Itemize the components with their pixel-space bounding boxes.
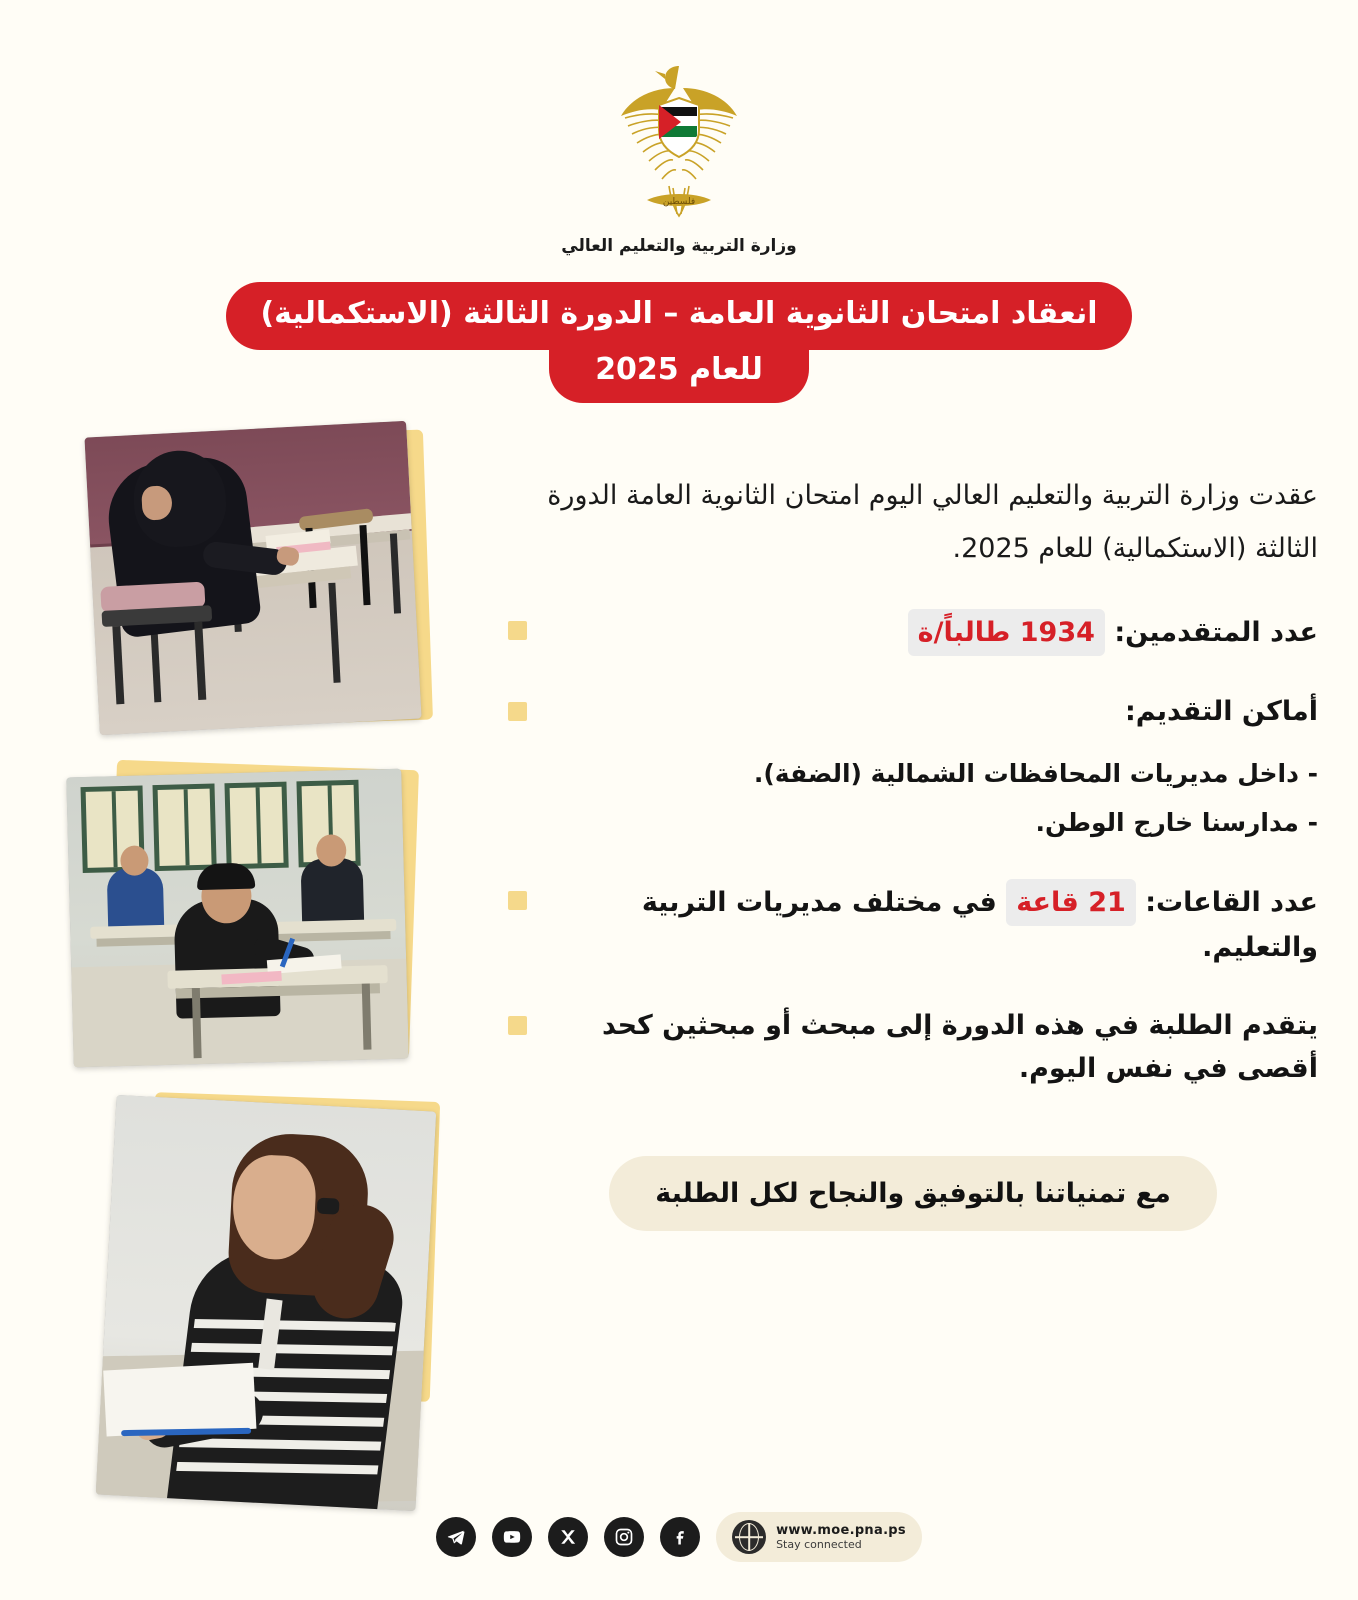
x-twitter-icon[interactable] (548, 1517, 588, 1557)
halls-count-highlight: 21 قاعة (1006, 879, 1136, 926)
wish-message: مع تمنياتنا بالتوفيق والنجاح لكل الطلبة (609, 1156, 1217, 1231)
bullet-locations (508, 690, 1318, 733)
title-line-2: للعام 2025 (549, 342, 809, 404)
halls-label: عدد القاعات: (1145, 887, 1318, 919)
bullet-square-icon (508, 621, 527, 640)
bullet-applicants-label: عدد المتقدمين: (1114, 617, 1318, 649)
instagram-icon[interactable] (604, 1517, 644, 1557)
location-line-1: - داخل مديريات المحافظات الشمالية (الضفة). (753, 758, 1318, 788)
bullet-applicants-text (541, 609, 1318, 656)
bullet-subjects-text: يتقدم الطلبة في هذه الدورة إلى مبحث أو مبحثين كحد أقصى في نفس اليوم. (601, 1009, 1318, 1084)
header (0, 58, 1358, 256)
telegram-icon[interactable] (436, 1517, 476, 1557)
photo-student-girl-writing (96, 1095, 436, 1511)
photo-classroom-students-exam (66, 769, 408, 1068)
youtube-icon[interactable] (492, 1517, 532, 1557)
wish-container (508, 1156, 1318, 1231)
intro-paragraph: عقدت وزارة التربية والتعليم العالي اليوم امتحان الثانوية العامة الدورة الثالثة (الاستكمالية) للعام 2025. (547, 480, 1318, 564)
bullet-square-icon (508, 1016, 527, 1035)
location-line-2: - مدارسنا خارج الوطن. (1035, 808, 1318, 838)
bullet-halls (508, 879, 1318, 969)
bullet-locations-label: أماكن التقديم: (1124, 696, 1318, 728)
bullet-square-icon (508, 702, 527, 721)
photo-collage (0, 425, 470, 1545)
photo-student-writing-hijab (84, 421, 421, 735)
bullet-halls-text (541, 879, 1318, 969)
title-line-1: انعقاد امتحان الثانوية العامة – الدورة الثالثة (الاستكمالية) (226, 282, 1131, 350)
bullet-square-icon (508, 891, 527, 910)
palestine-eagle-emblem-icon (613, 58, 745, 226)
bullet-applicants (508, 609, 1318, 656)
facebook-icon[interactable] (660, 1517, 700, 1557)
website-url: www.moe.pna.ps (776, 1523, 906, 1538)
ministry-name: وزارة التربية والتعليم العالي (561, 236, 797, 256)
content-column (508, 470, 1318, 1231)
halls-label-after: في مختلف مديريات التربية والتعليم. (641, 887, 1318, 964)
globe-icon (732, 1520, 766, 1554)
title-banner (0, 282, 1358, 403)
website-tagline: Stay connected (776, 1538, 862, 1551)
svg-text:فلسطين: فلسطين (662, 197, 696, 207)
bullet-subjects (508, 1004, 1318, 1090)
footer (0, 1512, 1358, 1562)
applicants-count-highlight: 1934 طالباً/ة (908, 609, 1105, 656)
website-pill[interactable] (716, 1512, 922, 1562)
